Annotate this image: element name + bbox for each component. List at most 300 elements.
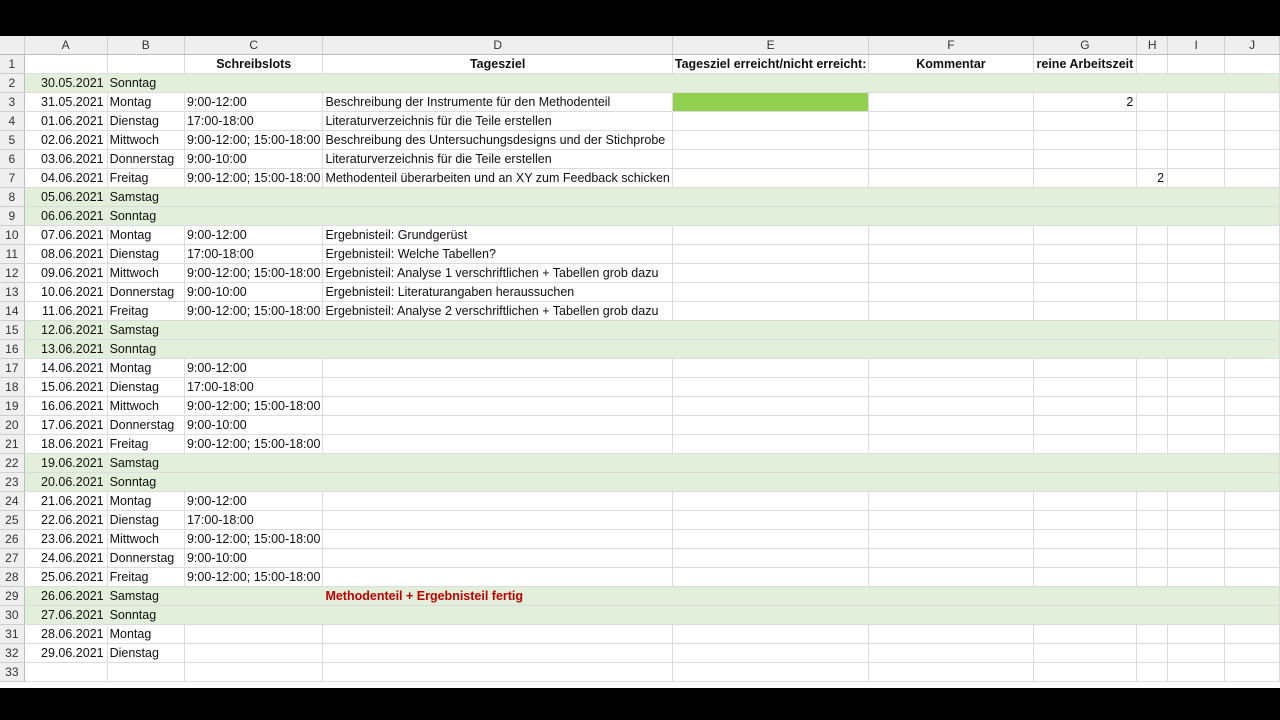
cell-b1[interactable] <box>107 55 184 74</box>
cell-a6-date[interactable]: 03.06.2021 <box>24 150 107 169</box>
cell-f33-comment[interactable] <box>869 663 1033 682</box>
cell-h28[interactable] <box>1137 568 1168 587</box>
cell-c28-slot[interactable]: 9:00-12:00; 15:00-18:00 <box>184 568 322 587</box>
row-header-26[interactable]: 26 <box>0 530 24 549</box>
cell-f27-comment[interactable] <box>869 549 1033 568</box>
cell-f32-comment[interactable] <box>869 644 1033 663</box>
cell-d26-goal[interactable] <box>323 530 672 549</box>
cell-a22-date[interactable]: 19.06.2021 <box>24 454 107 473</box>
cell-e30-reached[interactable] <box>672 606 869 625</box>
cell-d13-goal[interactable]: Ergebnisteil: Literaturangaben heraussuchen <box>323 283 672 302</box>
cell-c2-slot[interactable] <box>184 74 322 93</box>
cell-j12[interactable] <box>1225 264 1280 283</box>
cell-i19[interactable] <box>1168 397 1225 416</box>
cell-e3-reached[interactable] <box>672 93 869 112</box>
cell-a26-date[interactable]: 23.06.2021 <box>24 530 107 549</box>
cell-b25-weekday[interactable]: Dienstag <box>107 511 184 530</box>
cell-f18-comment[interactable] <box>869 378 1033 397</box>
cell-d2-goal[interactable] <box>323 74 672 93</box>
cell-g29-worktime[interactable] <box>1033 587 1137 606</box>
cell-b27-weekday[interactable]: Donnerstag <box>107 549 184 568</box>
cell-i11[interactable] <box>1168 245 1225 264</box>
cell-d10-goal[interactable]: Ergebnisteil: Grundgerüst <box>323 226 672 245</box>
cell-i10[interactable] <box>1168 226 1225 245</box>
cell-h4[interactable] <box>1137 112 1168 131</box>
cell-d31-goal[interactable] <box>323 625 672 644</box>
cell-b18-weekday[interactable]: Dienstag <box>107 378 184 397</box>
cell-e9-reached[interactable] <box>672 207 869 226</box>
cell-f7-comment[interactable] <box>869 169 1033 188</box>
cell-g3-worktime[interactable]: 2 <box>1033 93 1137 112</box>
cell-e11-reached[interactable] <box>672 245 869 264</box>
cell-d30-goal[interactable] <box>323 606 672 625</box>
cell-c14-slot[interactable]: 9:00-12:00; 15:00-18:00 <box>184 302 322 321</box>
cell-j21[interactable] <box>1225 435 1280 454</box>
cell-b29-weekday[interactable]: Samstag <box>107 587 184 606</box>
cell-b23-weekday[interactable]: Sonntag <box>107 473 184 492</box>
cell-c24-slot[interactable]: 9:00-12:00 <box>184 492 322 511</box>
cell-g26-worktime[interactable] <box>1033 530 1137 549</box>
cell-i6[interactable] <box>1168 150 1225 169</box>
cell-d20-goal[interactable] <box>323 416 672 435</box>
cell-f16-comment[interactable] <box>869 340 1033 359</box>
cell-e5-reached[interactable] <box>672 131 869 150</box>
cell-d28-goal[interactable] <box>323 568 672 587</box>
cell-a25-date[interactable]: 22.06.2021 <box>24 511 107 530</box>
cell-g27-worktime[interactable] <box>1033 549 1137 568</box>
cell-d14-goal[interactable]: Ergebnisteil: Analyse 2 verschriftlichen + Tabellen grob dazu <box>323 302 672 321</box>
cell-g6-worktime[interactable] <box>1033 150 1137 169</box>
cell-i24[interactable] <box>1168 492 1225 511</box>
cell-i9[interactable] <box>1168 207 1225 226</box>
cell-i27[interactable] <box>1168 549 1225 568</box>
cell-i4[interactable] <box>1168 112 1225 131</box>
cell-g31-worktime[interactable] <box>1033 625 1137 644</box>
cell-j23[interactable] <box>1225 473 1280 492</box>
row-header-19[interactable]: 19 <box>0 397 24 416</box>
cell-j8[interactable] <box>1225 188 1280 207</box>
cell-i33[interactable] <box>1168 663 1225 682</box>
cell-b28-weekday[interactable]: Freitag <box>107 568 184 587</box>
cell-a23-date[interactable]: 20.06.2021 <box>24 473 107 492</box>
cell-e32-reached[interactable] <box>672 644 869 663</box>
cell-j4[interactable] <box>1225 112 1280 131</box>
cell-g24-worktime[interactable] <box>1033 492 1137 511</box>
cell-c16-slot[interactable] <box>184 340 322 359</box>
cell-f17-comment[interactable] <box>869 359 1033 378</box>
cell-a31-date[interactable]: 28.06.2021 <box>24 625 107 644</box>
cell-d23-goal[interactable] <box>323 473 672 492</box>
cell-j20[interactable] <box>1225 416 1280 435</box>
cell-c20-slot[interactable]: 9:00-10:00 <box>184 416 322 435</box>
cell-g19-worktime[interactable] <box>1033 397 1137 416</box>
cell-e16-reached[interactable] <box>672 340 869 359</box>
cell-j32[interactable] <box>1225 644 1280 663</box>
cell-g14-worktime[interactable] <box>1033 302 1137 321</box>
cell-g10-worktime[interactable] <box>1033 226 1137 245</box>
cell-h14[interactable] <box>1137 302 1168 321</box>
cell-b21-weekday[interactable]: Freitag <box>107 435 184 454</box>
cell-a32-date[interactable]: 29.06.2021 <box>24 644 107 663</box>
cell-b26-weekday[interactable]: Mittwoch <box>107 530 184 549</box>
column-header-j[interactable]: J <box>1225 36 1280 55</box>
cell-h1[interactable] <box>1137 55 1168 74</box>
cell-i21[interactable] <box>1168 435 1225 454</box>
cell-a24-date[interactable]: 21.06.2021 <box>24 492 107 511</box>
cell-g1-arbeitszeit-header[interactable]: reine Arbeitszeit <box>1033 55 1137 74</box>
cell-j18[interactable] <box>1225 378 1280 397</box>
cell-g4-worktime[interactable] <box>1033 112 1137 131</box>
cell-c12-slot[interactable]: 9:00-12:00; 15:00-18:00 <box>184 264 322 283</box>
cell-e17-reached[interactable] <box>672 359 869 378</box>
row-header-22[interactable]: 22 <box>0 454 24 473</box>
cell-h2[interactable] <box>1137 74 1168 93</box>
cell-e26-reached[interactable] <box>672 530 869 549</box>
row-header-10[interactable]: 10 <box>0 226 24 245</box>
cell-b4-weekday[interactable]: Dienstag <box>107 112 184 131</box>
cell-d12-goal[interactable]: Ergebnisteil: Analyse 1 verschriftlichen + Tabellen grob dazu <box>323 264 672 283</box>
cell-j3[interactable] <box>1225 93 1280 112</box>
cell-j11[interactable] <box>1225 245 1280 264</box>
cell-e7-reached[interactable] <box>672 169 869 188</box>
row-header-11[interactable]: 11 <box>0 245 24 264</box>
cell-g5-worktime[interactable] <box>1033 131 1137 150</box>
cell-e15-reached[interactable] <box>672 321 869 340</box>
cell-i29[interactable] <box>1168 587 1225 606</box>
cell-b7-weekday[interactable]: Freitag <box>107 169 184 188</box>
cell-h5[interactable] <box>1137 131 1168 150</box>
cell-a14-date[interactable]: 11.06.2021 <box>24 302 107 321</box>
cell-b10-weekday[interactable]: Montag <box>107 226 184 245</box>
cell-f13-comment[interactable] <box>869 283 1033 302</box>
cell-g22-worktime[interactable] <box>1033 454 1137 473</box>
cell-c3-slot[interactable]: 9:00-12:00 <box>184 93 322 112</box>
cell-f28-comment[interactable] <box>869 568 1033 587</box>
cell-a7-date[interactable]: 04.06.2021 <box>24 169 107 188</box>
cell-j13[interactable] <box>1225 283 1280 302</box>
cell-i1[interactable] <box>1168 55 1225 74</box>
cell-e33-reached[interactable] <box>672 663 869 682</box>
cell-h13[interactable] <box>1137 283 1168 302</box>
cell-b20-weekday[interactable]: Donnerstag <box>107 416 184 435</box>
cell-g15-worktime[interactable] <box>1033 321 1137 340</box>
column-header-f[interactable]: F <box>869 36 1033 55</box>
cell-b24-weekday[interactable]: Montag <box>107 492 184 511</box>
cell-d29-goal[interactable]: Methodenteil + Ergebnisteil fertig <box>323 587 672 606</box>
cell-a18-date[interactable]: 15.06.2021 <box>24 378 107 397</box>
cell-e10-reached[interactable] <box>672 226 869 245</box>
cell-a5-date[interactable]: 02.06.2021 <box>24 131 107 150</box>
row-header-17[interactable]: 17 <box>0 359 24 378</box>
cell-b11-weekday[interactable]: Dienstag <box>107 245 184 264</box>
cell-h7[interactable]: 2 <box>1137 169 1168 188</box>
cell-j9[interactable] <box>1225 207 1280 226</box>
row-header-9[interactable]: 9 <box>0 207 24 226</box>
row-header-20[interactable]: 20 <box>0 416 24 435</box>
cell-i23[interactable] <box>1168 473 1225 492</box>
row-header-28[interactable]: 28 <box>0 568 24 587</box>
cell-i8[interactable] <box>1168 188 1225 207</box>
cell-a28-date[interactable]: 25.06.2021 <box>24 568 107 587</box>
cell-j33[interactable] <box>1225 663 1280 682</box>
cell-d32-goal[interactable] <box>323 644 672 663</box>
cell-c1-schreibslots-header[interactable]: Schreibslots <box>184 55 322 74</box>
cell-f21-comment[interactable] <box>869 435 1033 454</box>
cell-g25-worktime[interactable] <box>1033 511 1137 530</box>
cell-i3[interactable] <box>1168 93 1225 112</box>
cell-d25-goal[interactable] <box>323 511 672 530</box>
cell-d16-goal[interactable] <box>323 340 672 359</box>
cell-g21-worktime[interactable] <box>1033 435 1137 454</box>
cell-h21[interactable] <box>1137 435 1168 454</box>
cell-j1[interactable] <box>1225 55 1280 74</box>
cell-e12-reached[interactable] <box>672 264 869 283</box>
cell-i2[interactable] <box>1168 74 1225 93</box>
cell-f19-comment[interactable] <box>869 397 1033 416</box>
cell-e24-reached[interactable] <box>672 492 869 511</box>
cell-h10[interactable] <box>1137 226 1168 245</box>
cell-c6-slot[interactable]: 9:00-10:00 <box>184 150 322 169</box>
row-header-15[interactable]: 15 <box>0 321 24 340</box>
cell-c23-slot[interactable] <box>184 473 322 492</box>
cell-b17-weekday[interactable]: Montag <box>107 359 184 378</box>
cell-f2-comment[interactable] <box>869 74 1033 93</box>
cell-c29-slot[interactable] <box>184 587 322 606</box>
cell-g20-worktime[interactable] <box>1033 416 1137 435</box>
cell-g28-worktime[interactable] <box>1033 568 1137 587</box>
cell-j6[interactable] <box>1225 150 1280 169</box>
cell-j30[interactable] <box>1225 606 1280 625</box>
cell-d15-goal[interactable] <box>323 321 672 340</box>
cell-j29[interactable] <box>1225 587 1280 606</box>
cell-f23-comment[interactable] <box>869 473 1033 492</box>
cell-a17-date[interactable]: 14.06.2021 <box>24 359 107 378</box>
cell-d18-goal[interactable] <box>323 378 672 397</box>
row-header-18[interactable]: 18 <box>0 378 24 397</box>
cell-d27-goal[interactable] <box>323 549 672 568</box>
row-header-12[interactable]: 12 <box>0 264 24 283</box>
cell-a15-date[interactable]: 12.06.2021 <box>24 321 107 340</box>
cell-j5[interactable] <box>1225 131 1280 150</box>
cell-f15-comment[interactable] <box>869 321 1033 340</box>
cell-c30-slot[interactable] <box>184 606 322 625</box>
row-header-32[interactable]: 32 <box>0 644 24 663</box>
cell-e29-reached[interactable] <box>672 587 869 606</box>
cell-b13-weekday[interactable]: Donnerstag <box>107 283 184 302</box>
cell-h18[interactable] <box>1137 378 1168 397</box>
cell-j14[interactable] <box>1225 302 1280 321</box>
cell-d17-goal[interactable] <box>323 359 672 378</box>
cell-e23-reached[interactable] <box>672 473 869 492</box>
cell-e21-reached[interactable] <box>672 435 869 454</box>
cell-j10[interactable] <box>1225 226 1280 245</box>
cell-j25[interactable] <box>1225 511 1280 530</box>
cell-g17-worktime[interactable] <box>1033 359 1137 378</box>
cell-i7[interactable] <box>1168 169 1225 188</box>
cell-e20-reached[interactable] <box>672 416 869 435</box>
cell-h16[interactable] <box>1137 340 1168 359</box>
row-header-5[interactable]: 5 <box>0 131 24 150</box>
cell-d4-goal[interactable]: Literaturverzeichnis für die Teile erstellen <box>323 112 672 131</box>
cell-h17[interactable] <box>1137 359 1168 378</box>
cell-c13-slot[interactable]: 9:00-10:00 <box>184 283 322 302</box>
row-header-3[interactable]: 3 <box>0 93 24 112</box>
cell-c17-slot[interactable]: 9:00-12:00 <box>184 359 322 378</box>
cell-c27-slot[interactable]: 9:00-10:00 <box>184 549 322 568</box>
cell-f3-comment[interactable] <box>869 93 1033 112</box>
cell-j31[interactable] <box>1225 625 1280 644</box>
cell-j19[interactable] <box>1225 397 1280 416</box>
cell-j15[interactable] <box>1225 321 1280 340</box>
cell-c19-slot[interactable]: 9:00-12:00; 15:00-18:00 <box>184 397 322 416</box>
cell-c7-slot[interactable]: 9:00-12:00; 15:00-18:00 <box>184 169 322 188</box>
column-header-g[interactable]: G <box>1033 36 1137 55</box>
cell-b19-weekday[interactable]: Mittwoch <box>107 397 184 416</box>
cell-d6-goal[interactable]: Literaturverzeichnis für die Teile erstellen <box>323 150 672 169</box>
cell-b33-weekday[interactable] <box>107 663 184 682</box>
cell-e14-reached[interactable] <box>672 302 869 321</box>
cell-b12-weekday[interactable]: Mittwoch <box>107 264 184 283</box>
cell-d33-goal[interactable] <box>323 663 672 682</box>
cell-e19-reached[interactable] <box>672 397 869 416</box>
cell-f5-comment[interactable] <box>869 131 1033 150</box>
cell-a10-date[interactable]: 07.06.2021 <box>24 226 107 245</box>
cell-d21-goal[interactable] <box>323 435 672 454</box>
cell-h33[interactable] <box>1137 663 1168 682</box>
cell-e1-erreicht-header[interactable]: Tagesziel erreicht/nicht erreicht: <box>672 55 869 74</box>
cell-i32[interactable] <box>1168 644 1225 663</box>
cell-f6-comment[interactable] <box>869 150 1033 169</box>
cell-d9-goal[interactable] <box>323 207 672 226</box>
cell-d1-tagesziel-header[interactable]: Tagesziel <box>323 55 672 74</box>
cell-b31-weekday[interactable]: Montag <box>107 625 184 644</box>
cell-i30[interactable] <box>1168 606 1225 625</box>
row-header-16[interactable]: 16 <box>0 340 24 359</box>
cell-j7[interactable] <box>1225 169 1280 188</box>
cell-f26-comment[interactable] <box>869 530 1033 549</box>
cell-i18[interactable] <box>1168 378 1225 397</box>
select-all-corner[interactable] <box>0 36 24 55</box>
cell-g9-worktime[interactable] <box>1033 207 1137 226</box>
row-header-31[interactable]: 31 <box>0 625 24 644</box>
cell-h30[interactable] <box>1137 606 1168 625</box>
cell-j28[interactable] <box>1225 568 1280 587</box>
row-header-24[interactable]: 24 <box>0 492 24 511</box>
row-header-33[interactable]: 33 <box>0 663 24 682</box>
cell-e4-reached[interactable] <box>672 112 869 131</box>
cell-c33-slot[interactable] <box>184 663 322 682</box>
cell-i5[interactable] <box>1168 131 1225 150</box>
cell-a30-date[interactable]: 27.06.2021 <box>24 606 107 625</box>
cell-h27[interactable] <box>1137 549 1168 568</box>
column-header-i[interactable]: I <box>1168 36 1225 55</box>
cell-d3-goal[interactable]: Beschreibung der Instrumente für den Methodenteil <box>323 93 672 112</box>
cell-g23-worktime[interactable] <box>1033 473 1137 492</box>
cell-j2[interactable] <box>1225 74 1280 93</box>
cell-h26[interactable] <box>1137 530 1168 549</box>
cell-a9-date[interactable]: 06.06.2021 <box>24 207 107 226</box>
cell-a16-date[interactable]: 13.06.2021 <box>24 340 107 359</box>
cell-i15[interactable] <box>1168 321 1225 340</box>
cell-d24-goal[interactable] <box>323 492 672 511</box>
column-header-b[interactable]: B <box>107 36 184 55</box>
cell-h6[interactable] <box>1137 150 1168 169</box>
cell-b32-weekday[interactable]: Dienstag <box>107 644 184 663</box>
cell-h9[interactable] <box>1137 207 1168 226</box>
cell-d22-goal[interactable] <box>323 454 672 473</box>
cell-h20[interactable] <box>1137 416 1168 435</box>
cell-b14-weekday[interactable]: Freitag <box>107 302 184 321</box>
cell-c11-slot[interactable]: 17:00-18:00 <box>184 245 322 264</box>
cell-c31-slot[interactable] <box>184 625 322 644</box>
cell-f4-comment[interactable] <box>869 112 1033 131</box>
row-header-21[interactable]: 21 <box>0 435 24 454</box>
cell-j26[interactable] <box>1225 530 1280 549</box>
cell-b30-weekday[interactable]: Sonntag <box>107 606 184 625</box>
row-header-6[interactable]: 6 <box>0 150 24 169</box>
column-header-d[interactable]: D <box>323 36 672 55</box>
cell-j16[interactable] <box>1225 340 1280 359</box>
cell-d11-goal[interactable]: Ergebnisteil: Welche Tabellen? <box>323 245 672 264</box>
column-header-h[interactable]: H <box>1137 36 1168 55</box>
cell-h22[interactable] <box>1137 454 1168 473</box>
cell-b8-weekday[interactable]: Samstag <box>107 188 184 207</box>
cell-j22[interactable] <box>1225 454 1280 473</box>
cell-i13[interactable] <box>1168 283 1225 302</box>
cell-a3-date[interactable]: 31.05.2021 <box>24 93 107 112</box>
cell-g33-worktime[interactable] <box>1033 663 1137 682</box>
cell-e31-reached[interactable] <box>672 625 869 644</box>
cell-c25-slot[interactable]: 17:00-18:00 <box>184 511 322 530</box>
cell-d19-goal[interactable] <box>323 397 672 416</box>
cell-f24-comment[interactable] <box>869 492 1033 511</box>
cell-a20-date[interactable]: 17.06.2021 <box>24 416 107 435</box>
cell-g2-worktime[interactable] <box>1033 74 1137 93</box>
row-header-4[interactable]: 4 <box>0 112 24 131</box>
cell-h15[interactable] <box>1137 321 1168 340</box>
row-header-30[interactable]: 30 <box>0 606 24 625</box>
row-header-29[interactable]: 29 <box>0 587 24 606</box>
cell-h32[interactable] <box>1137 644 1168 663</box>
cell-h19[interactable] <box>1137 397 1168 416</box>
cell-c10-slot[interactable]: 9:00-12:00 <box>184 226 322 245</box>
cell-a1[interactable] <box>24 55 107 74</box>
cell-f25-comment[interactable] <box>869 511 1033 530</box>
row-header-2[interactable]: 2 <box>0 74 24 93</box>
cell-c15-slot[interactable] <box>184 321 322 340</box>
row-header-25[interactable]: 25 <box>0 511 24 530</box>
cell-b6-weekday[interactable]: Donnerstag <box>107 150 184 169</box>
cell-f30-comment[interactable] <box>869 606 1033 625</box>
cell-g16-worktime[interactable] <box>1033 340 1137 359</box>
cell-i14[interactable] <box>1168 302 1225 321</box>
cell-g7-worktime[interactable] <box>1033 169 1137 188</box>
cell-c4-slot[interactable]: 17:00-18:00 <box>184 112 322 131</box>
cell-f8-comment[interactable] <box>869 188 1033 207</box>
cell-b9-weekday[interactable]: Sonntag <box>107 207 184 226</box>
row-header-7[interactable]: 7 <box>0 169 24 188</box>
cell-a4-date[interactable]: 01.06.2021 <box>24 112 107 131</box>
cell-c21-slot[interactable]: 9:00-12:00; 15:00-18:00 <box>184 435 322 454</box>
row-header-13[interactable]: 13 <box>0 283 24 302</box>
cell-i17[interactable] <box>1168 359 1225 378</box>
cell-h8[interactable] <box>1137 188 1168 207</box>
cell-g8-worktime[interactable] <box>1033 188 1137 207</box>
cell-a21-date[interactable]: 18.06.2021 <box>24 435 107 454</box>
row-header-1[interactable]: 1 <box>0 55 24 74</box>
cell-h25[interactable] <box>1137 511 1168 530</box>
cell-e22-reached[interactable] <box>672 454 869 473</box>
